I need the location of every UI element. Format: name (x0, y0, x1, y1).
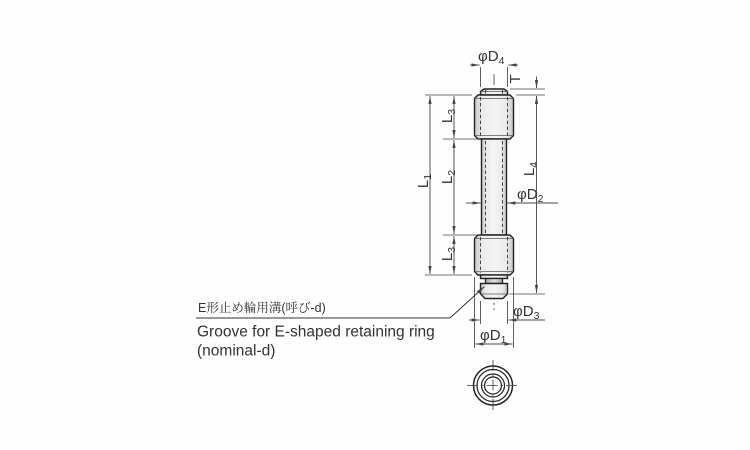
leader-arrow (450, 287, 485, 319)
pin-end-view (467, 360, 519, 412)
annotation-english-line2: (nominal-d) (197, 342, 276, 360)
groove-annotation (196, 287, 485, 360)
dim-label-l3-top: $L_3$ (439, 108, 458, 124)
dim-label-phi-d1: $\varphi D_1$ (480, 327, 507, 346)
dim-label-phi-d3: $\varphi D_3$ (513, 303, 540, 322)
dim-label-phi-d4: $\varphi D_4$ (478, 48, 505, 67)
dim-label-phi-d2: $\varphi D_2$ (517, 186, 544, 205)
retaining-ring-groove (486, 279, 503, 284)
dim-label-t: T (507, 74, 524, 84)
dim-label-l4: $L_4$ (521, 161, 540, 177)
dim-label-l2: $L_2$ (439, 169, 458, 185)
dim-label-l1: $L_1$ (415, 173, 434, 189)
annotation-english-line1: Groove for E-shaped retaining ring (197, 323, 435, 341)
pin-tip (481, 284, 508, 299)
dim-label-l3-bottom: $L_3$ (439, 246, 458, 262)
pin-side-view (475, 74, 514, 310)
annotation-japanese: E形止め輪用溝(呼び-d) (198, 301, 326, 315)
pin-cap (481, 89, 508, 95)
